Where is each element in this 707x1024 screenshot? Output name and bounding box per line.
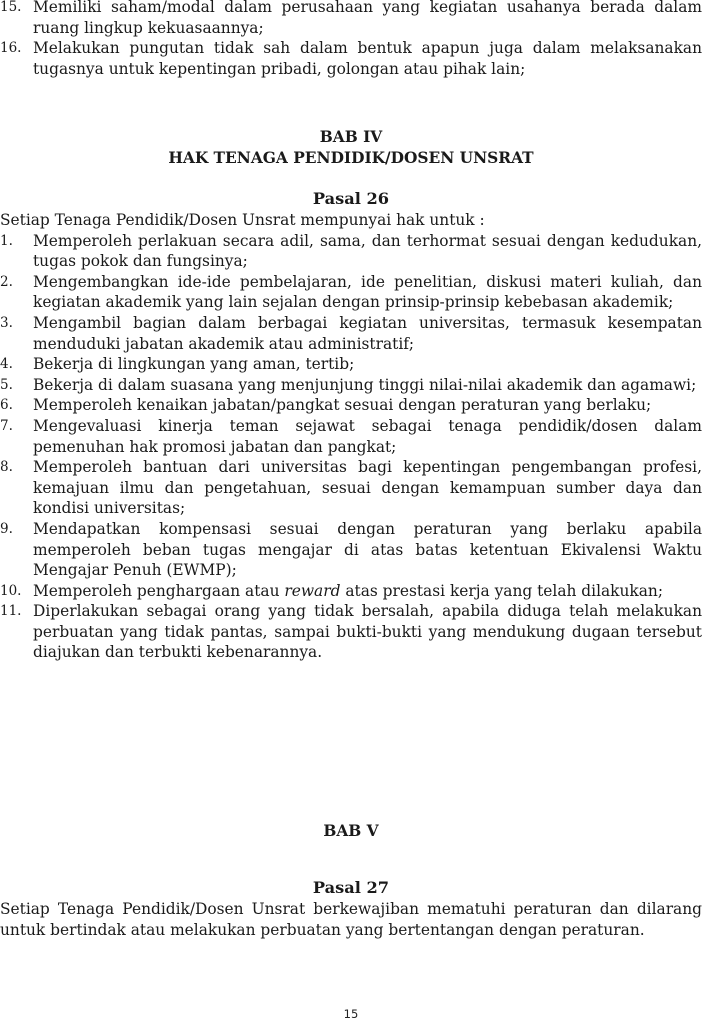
chapter-title: BAB IV bbox=[319, 128, 383, 146]
item-text: Mengambil bagian dalam berbagai kegiatan universitas, termasuk kesempatan menduduki jabatan akademik atau administratif; bbox=[33, 313, 702, 353]
continued-list bbox=[0, 0, 702, 79]
item-number: 7. bbox=[0, 417, 13, 434]
article-intro: Setiap Tenaga Pendidik/Dosen Unsrat mempunyai hak untuk : bbox=[0, 211, 485, 229]
item-text: Memiliki saham/modal dalam perusahaan yang kegiatan usahanya berada dalam ruang lingkup kekuasaannya; bbox=[33, 0, 702, 37]
list-item-16 bbox=[0, 38, 702, 79]
list-item bbox=[0, 313, 702, 354]
list-item bbox=[0, 519, 702, 581]
article-26-body bbox=[0, 210, 702, 663]
page-number: 15 bbox=[343, 1007, 359, 1021]
chapter-subtitle: HAK TENAGA PENDIDIK/DOSEN UNSRAT bbox=[168, 149, 534, 167]
list-item bbox=[0, 581, 702, 602]
item-number: 9. bbox=[0, 520, 13, 537]
item-text: Memperoleh kenaikan jabatan/pangkat sesuai dengan peraturan yang berlaku; bbox=[33, 396, 652, 415]
list-item bbox=[0, 231, 702, 272]
item-text: Memperoleh bantuan dari universitas bagi kepentingan pengembangan profesi, kemajuan ilmu dan pengetahuan, sesuai dengan kemampuan sumber daya dan kondisi universitas; bbox=[33, 458, 702, 518]
article-27-text: Setiap Tenaga Pendidik/Dosen Unsrat berkewajiban mematuhi peraturan dan dilarang untuk bertindak atau melakukan perbuatan yang bertentangan dengan peraturan. bbox=[0, 900, 702, 939]
item-text bbox=[33, 582, 663, 600]
list-item bbox=[0, 375, 702, 396]
item-number: 8. bbox=[0, 459, 13, 476]
item-number: 5. bbox=[0, 376, 13, 393]
item-text: Diperlakukan sebagai orang yang tidak bersalah, apabila diduga telah melakukan perbuatan yang tidak pantas, sampai bukti-bukti yang mendukung dugaan tersebut diajukan dan terbukti kebenarannya. bbox=[33, 602, 702, 662]
item-text-italic: reward bbox=[284, 581, 341, 600]
list-item bbox=[0, 354, 702, 375]
item-text: Melakukan pungutan tidak sah dalam bentuk apapun juga dalam melaksanakan tugasnya untuk kepentingan pribadi, golongan atau pihak lain; bbox=[33, 39, 702, 78]
item-text: Bekerja di dalam suasana yang menjunjung tinggi nilai-nilai akademik dan agamawi; bbox=[33, 375, 697, 394]
list-item bbox=[0, 416, 702, 457]
list-item bbox=[0, 272, 702, 313]
item-number: 2. bbox=[0, 273, 13, 290]
list-item bbox=[0, 457, 702, 519]
list-item bbox=[0, 601, 702, 663]
item-number: 11. bbox=[0, 603, 22, 620]
item-text-before: Memperoleh penghargaan atau bbox=[33, 581, 285, 600]
item-number: 4. bbox=[0, 356, 13, 373]
item-number: 10. bbox=[0, 582, 22, 599]
item-text: Mengembangkan ide-ide pembelajaran, ide penelitian, diskusi materi kuliah, dan kegiatan akademik yang lain sejalan dengan prinsip-prinsip kebebasan akademik; bbox=[33, 272, 702, 312]
article-title-27: Pasal 27 bbox=[312, 878, 390, 897]
item-text: Bekerja di lingkungan yang aman, tertib; bbox=[33, 355, 355, 374]
item-number: 15. bbox=[0, 0, 22, 15]
item-text-after: atas prestasi kerja yang telah dilakukan; bbox=[340, 581, 664, 600]
article-title: Pasal 26 bbox=[312, 189, 390, 208]
item-number: 1. bbox=[0, 232, 13, 249]
item-number: 16. bbox=[0, 40, 22, 57]
list-item-15 bbox=[0, 0, 702, 38]
item-number: 3. bbox=[0, 314, 13, 331]
chapter-title-5: BAB V bbox=[323, 822, 379, 840]
item-number: 6. bbox=[0, 397, 13, 414]
list-item bbox=[0, 395, 702, 416]
item-text: Memperoleh perlakuan secara adil, sama, dan terhormat sesuai dengan kedudukan, tugas pokok dan fungsinya; bbox=[33, 231, 702, 271]
item-text: Mendapatkan kompensasi sesuai dengan peraturan yang berlaku apabila memperoleh beban tugas mengajar di atas batas ketentuan Ekivalensi Waktu Mengajar Penuh (EWMP); bbox=[33, 519, 702, 580]
item-text: Mengevaluasi kinerja teman sejawat sebagai tenaga pendidik/dosen dalam pemenuhan hak promosi jabatan dan pangkat; bbox=[33, 416, 702, 456]
